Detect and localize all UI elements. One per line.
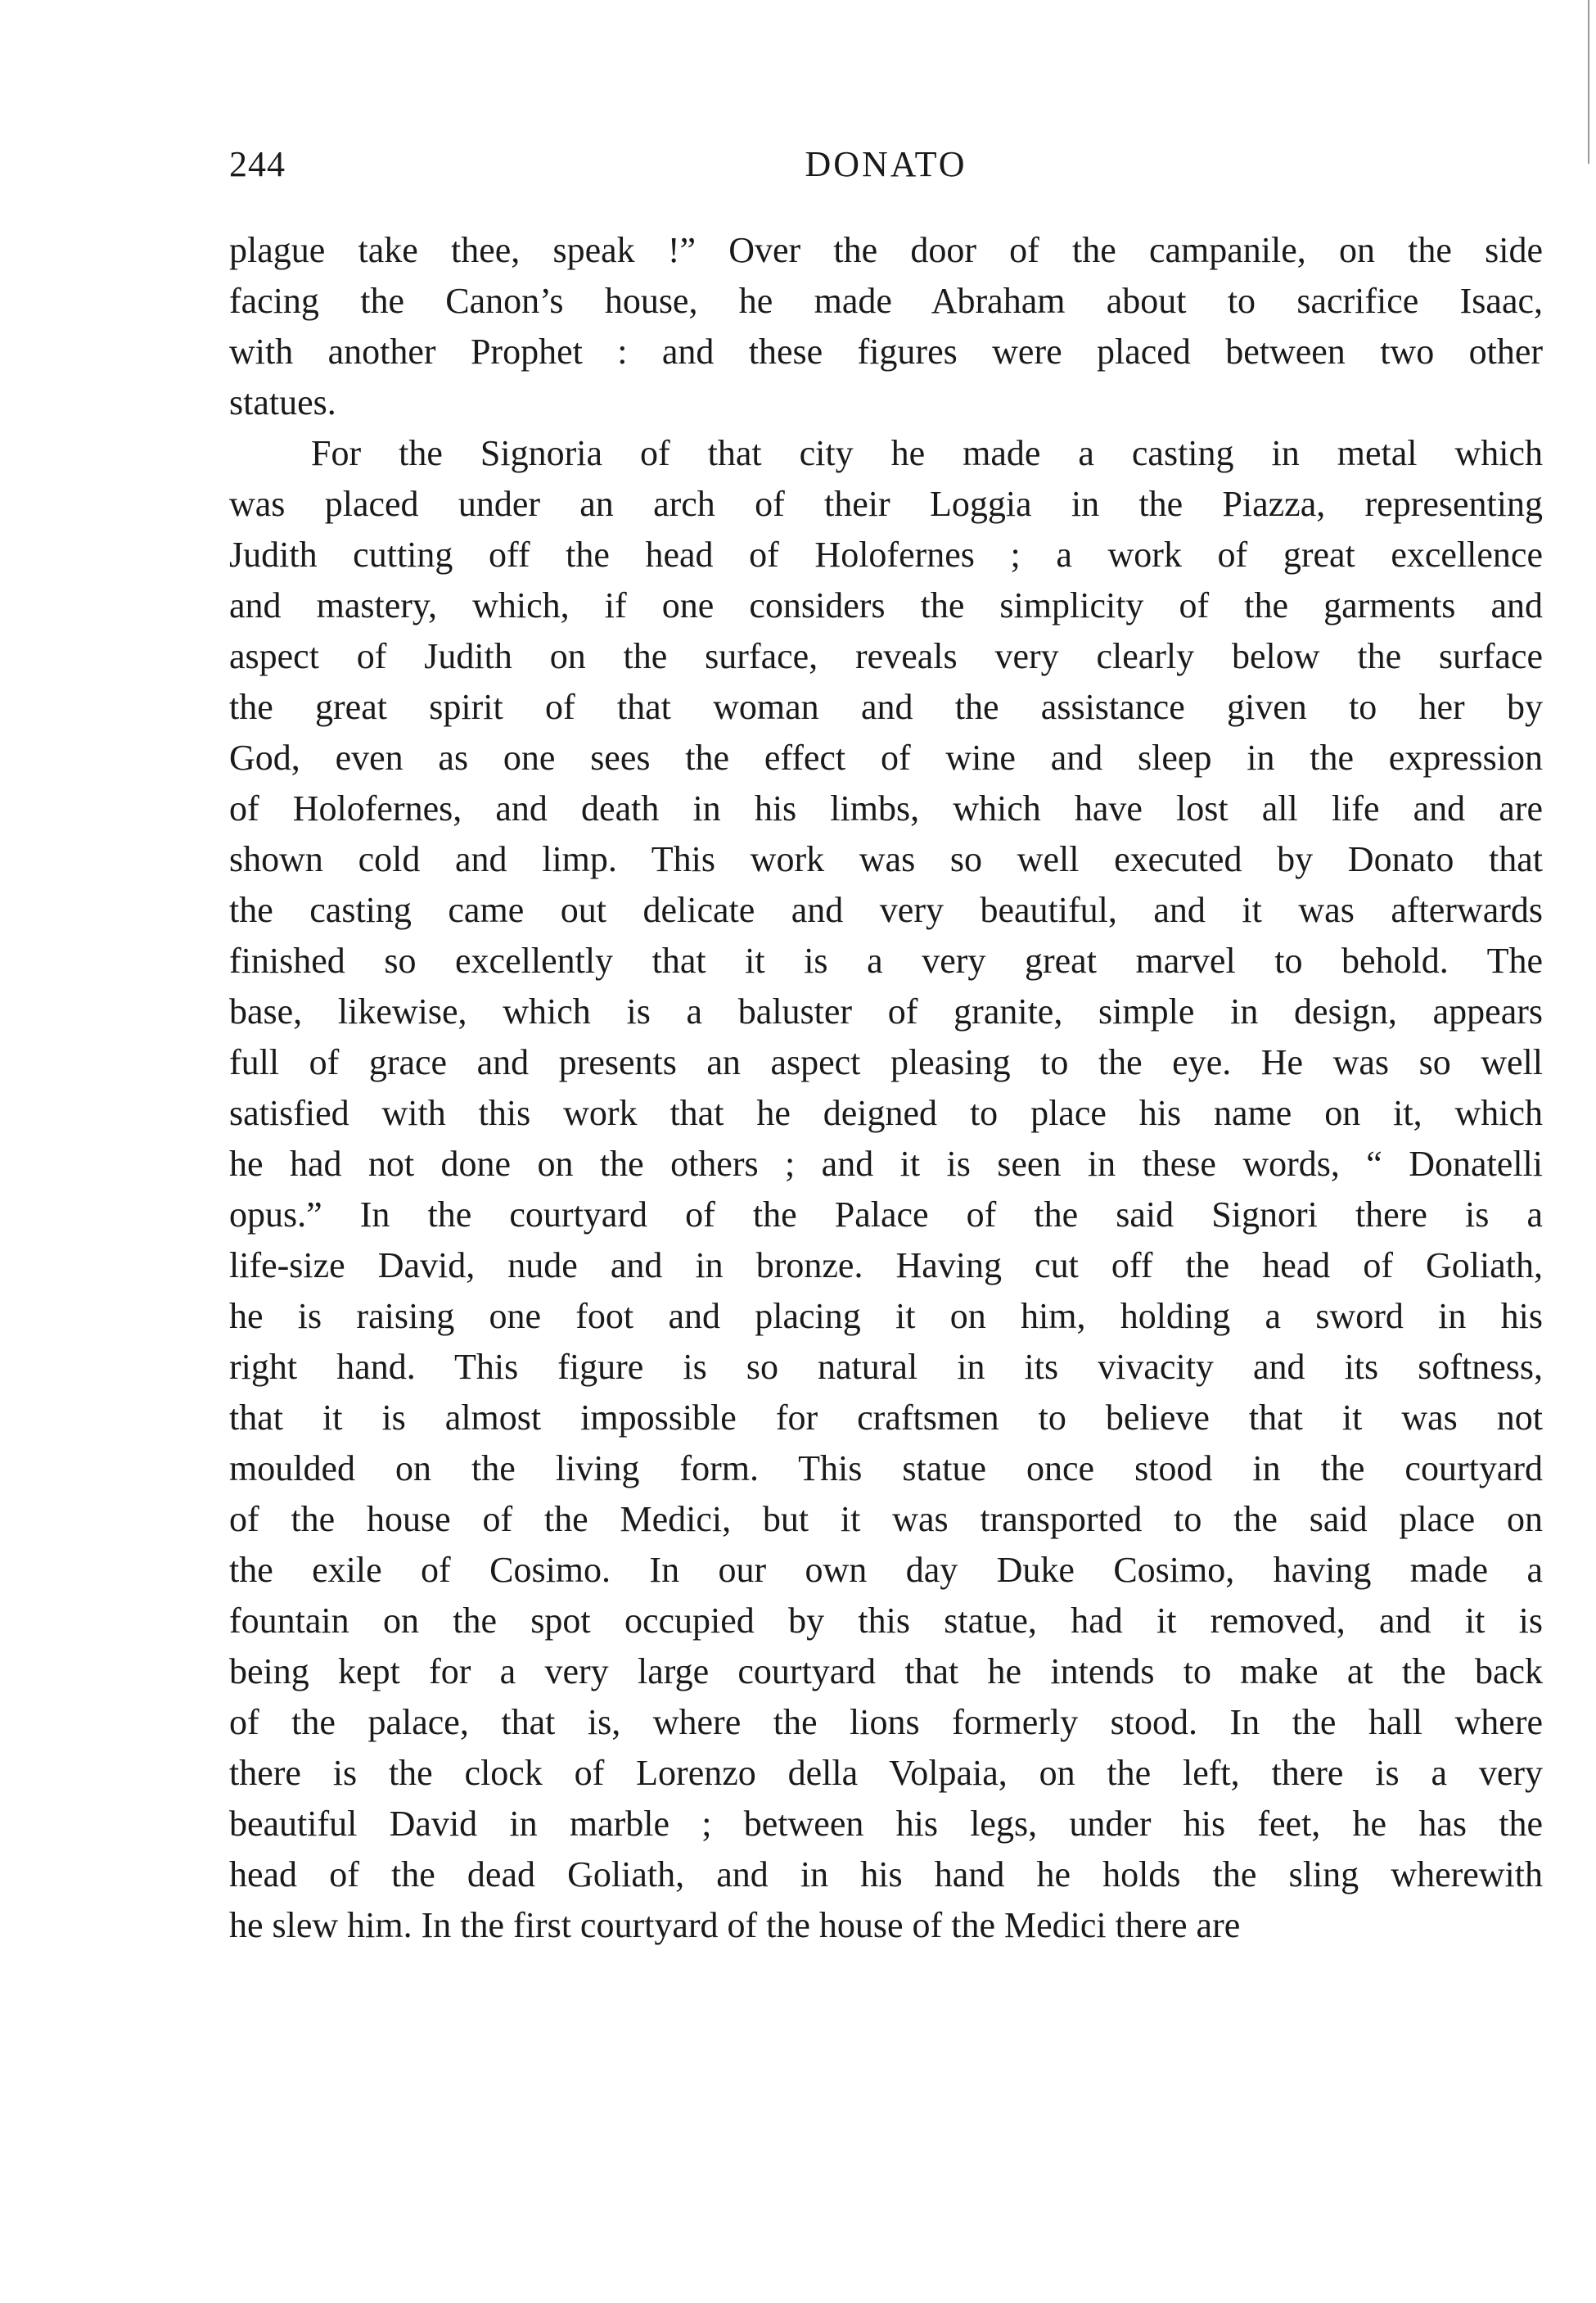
- text-line: shown cold and limp. This work was so well executed by Donato that: [229, 839, 1543, 879]
- text-line: base, likewise, which is a baluster of granite, simple in design, appears: [229, 991, 1543, 1032]
- paragraph: [229, 225, 1543, 428]
- text-line: he is raising one foot and placing it on him, holding a sword in his: [229, 1296, 1543, 1336]
- text-line: that it is almost impossible for craftsmen to believe that it was not: [229, 1398, 1543, 1438]
- running-header: [229, 143, 1543, 192]
- text-line: Judith cutting off the head of Holofernes ; a work of great excellence: [229, 535, 1543, 575]
- text-line: he slew him. In the first courtyard of the house of the Medici there are: [229, 1905, 1241, 1945]
- text-line: For the Signoria of that city he made a casting in metal which: [311, 433, 1543, 473]
- text-line: of Holofernes, and death in his limbs, which have lost all life and are: [229, 788, 1543, 829]
- text-line: statues.: [229, 382, 336, 422]
- text-line: of the palace, that is, where the lions formerly stood. In the hall where: [229, 1702, 1543, 1742]
- body-text: [229, 225, 1543, 1951]
- text-line: moulded on the living form. This statue once stood in the courtyard: [229, 1448, 1543, 1488]
- text-line: he had not done on the others ; and it is seen in these words, “ Donatelli: [229, 1144, 1543, 1184]
- text-line: right hand. This figure is so natural in its vivacity and its softness,: [229, 1347, 1543, 1387]
- text-line: the casting came out delicate and very beautiful, and it was afterwards: [229, 890, 1543, 930]
- text-line: aspect of Judith on the surface, reveals very clearly below the surface: [229, 636, 1543, 676]
- text-line: of the house of the Medici, but it was transported to the said place on: [229, 1499, 1543, 1539]
- text-line: life-size David, nude and in bronze. Having cut off the head of Goliath,: [229, 1245, 1543, 1285]
- text-line: the exile of Cosimo. In our own day Duke Cosimo, having made a: [229, 1550, 1543, 1590]
- text-line: plague take thee, speak !” Over the door of the campanile, on the side: [229, 230, 1543, 270]
- text-line: was placed under an arch of their Loggia in the Piazza, representing: [229, 484, 1543, 524]
- text-line: full of grace and presents an aspect pleasing to the eye. He was so well: [229, 1042, 1543, 1082]
- page-number: 244: [229, 144, 286, 184]
- page-edge-mark: [1588, 0, 1589, 164]
- text-line: being kept for a very large courtyard that he intends to make at the back: [229, 1651, 1543, 1691]
- text-line: facing the Canon’s house, he made Abraham about to sacrifice Isaac,: [229, 281, 1543, 321]
- text-line: God, even as one sees the effect of wine and sleep in the expression: [229, 738, 1543, 778]
- text-line: with another Prophet : and these figures were placed between two other: [229, 332, 1543, 372]
- text-line: beautiful David in marble ; between his legs, under his feet, he has the: [229, 1804, 1543, 1844]
- text-line: and mastery, which, if one considers the simplicity of the garments and: [229, 585, 1543, 625]
- text-line: the great spirit of that woman and the assistance given to her by: [229, 687, 1543, 727]
- text-line: there is the clock of Lorenzo della Volpaia, on the left, there is a very: [229, 1753, 1543, 1793]
- text-line: finished so excellently that it is a very great marvel to behold. The: [229, 941, 1543, 981]
- text-line: opus.” In the courtyard of the Palace of the said Signori there is a: [229, 1194, 1543, 1235]
- paragraph: [229, 428, 1543, 1951]
- running-title: DONATO: [805, 144, 967, 184]
- text-line: head of the dead Goliath, and in his hand he holds the sling wherewith: [229, 1854, 1543, 1894]
- text-line: fountain on the spot occupied by this statue, had it removed, and it is: [229, 1601, 1543, 1641]
- text-line: satisfied with this work that he deigned to place his name on it, which: [229, 1093, 1543, 1133]
